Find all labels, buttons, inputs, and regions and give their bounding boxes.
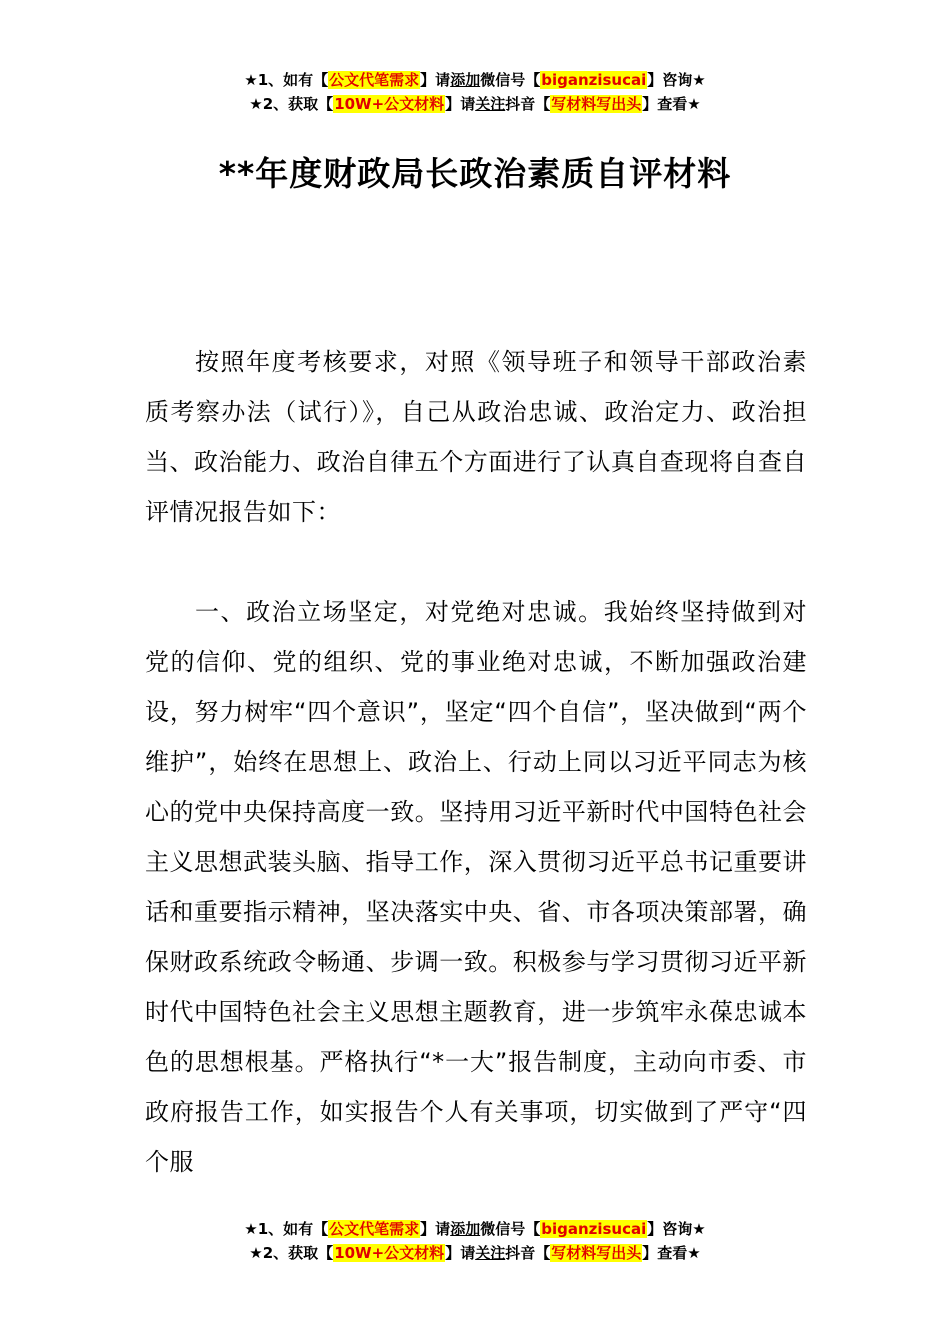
banner-line-2 (0, 92, 950, 116)
banner-underlined: 添加 (450, 71, 481, 89)
banner-text: 抖音【 (505, 1244, 551, 1262)
banner-text: 】请 (420, 71, 451, 89)
banner-text: 】请 (420, 1220, 451, 1238)
banner-underlined: 添加 (450, 1220, 481, 1238)
paragraph-section-1: 一、政治立场坚定，对党绝对忠诚。我始终坚持做到对党的信仰、党的组织、党的事业绝对忠诚，不断加强政治建设，努力树牢“四个意识”，坚定“四个自信”，坚决做到“两个维护”，始终在思想上、政治上、行动上同以习近平同志为核心的党中央保持高度一致。坚持用习近平新时代中国特色社会主义思想武装头脑、指导工作，深入贯彻习近平总书记重要讲话和重要指示精神，坚决落实中央、省、市各项决策部署，确保财政系统政令畅通、步调一致。积极参与学习贯彻习近平新时代中国特色社会主义思想主题教育，进一步筑牢永葆忠诚本色的思想根基。严格执行“*一大”报告制度，主动向市委、市政府报告工作，如实报告个人有关事项，切实做到了严守“四个服 (145, 598, 807, 1176)
banner-text: 】查看★ (642, 95, 701, 113)
banner-text: ★2、获取【 (249, 1244, 334, 1262)
banner-highlight: 写材料写出头 (551, 1244, 642, 1262)
banner-underlined: 关注 (475, 95, 506, 113)
banner-text: ★1、如有【 (244, 1220, 329, 1238)
document-title: **年度财政局长政治素质自评材料 (218, 154, 732, 193)
banner-highlight: 写材料写出头 (551, 95, 642, 113)
banner-text: 微信号【 (480, 1220, 541, 1238)
banner-text: ★1、如有【 (244, 71, 329, 89)
banner-highlight: biganzisucai (541, 71, 647, 89)
banner-text: 微信号【 (480, 71, 541, 89)
banner-text: 】咨询★ (647, 71, 706, 89)
banner-highlight: 10W+公文材料 (334, 1244, 445, 1262)
banner-highlight: 10W+公文材料 (334, 95, 445, 113)
banner-highlight: biganzisucai (541, 1220, 647, 1238)
paragraph-intro: 按照年度考核要求，对照《领导班子和领导干部政治素质考察办法（试行）》，自己从政治忠诚、政治定力、政治担当、政治能力、政治自律五个方面进行了认真自查现将自查自评情况报告如下： (145, 348, 807, 526)
banner-text: 】咨询★ (647, 1220, 706, 1238)
header-banner (0, 68, 950, 116)
banner-text: 】查看★ (642, 1244, 701, 1262)
banner-line-2 (0, 1241, 950, 1265)
banner-text: ★2、获取【 (249, 95, 334, 113)
banner-line-1 (0, 68, 950, 92)
banner-line-1 (0, 1217, 950, 1241)
banner-highlight: 公文代笔需求 (329, 1220, 420, 1238)
banner-text: 】请 (445, 95, 476, 113)
banner-underlined: 关注 (475, 1244, 506, 1262)
banner-highlight: 公文代笔需求 (329, 71, 420, 89)
banner-text: 抖音【 (505, 95, 551, 113)
banner-text: 】请 (445, 1244, 476, 1262)
footer-banner (0, 1217, 950, 1265)
